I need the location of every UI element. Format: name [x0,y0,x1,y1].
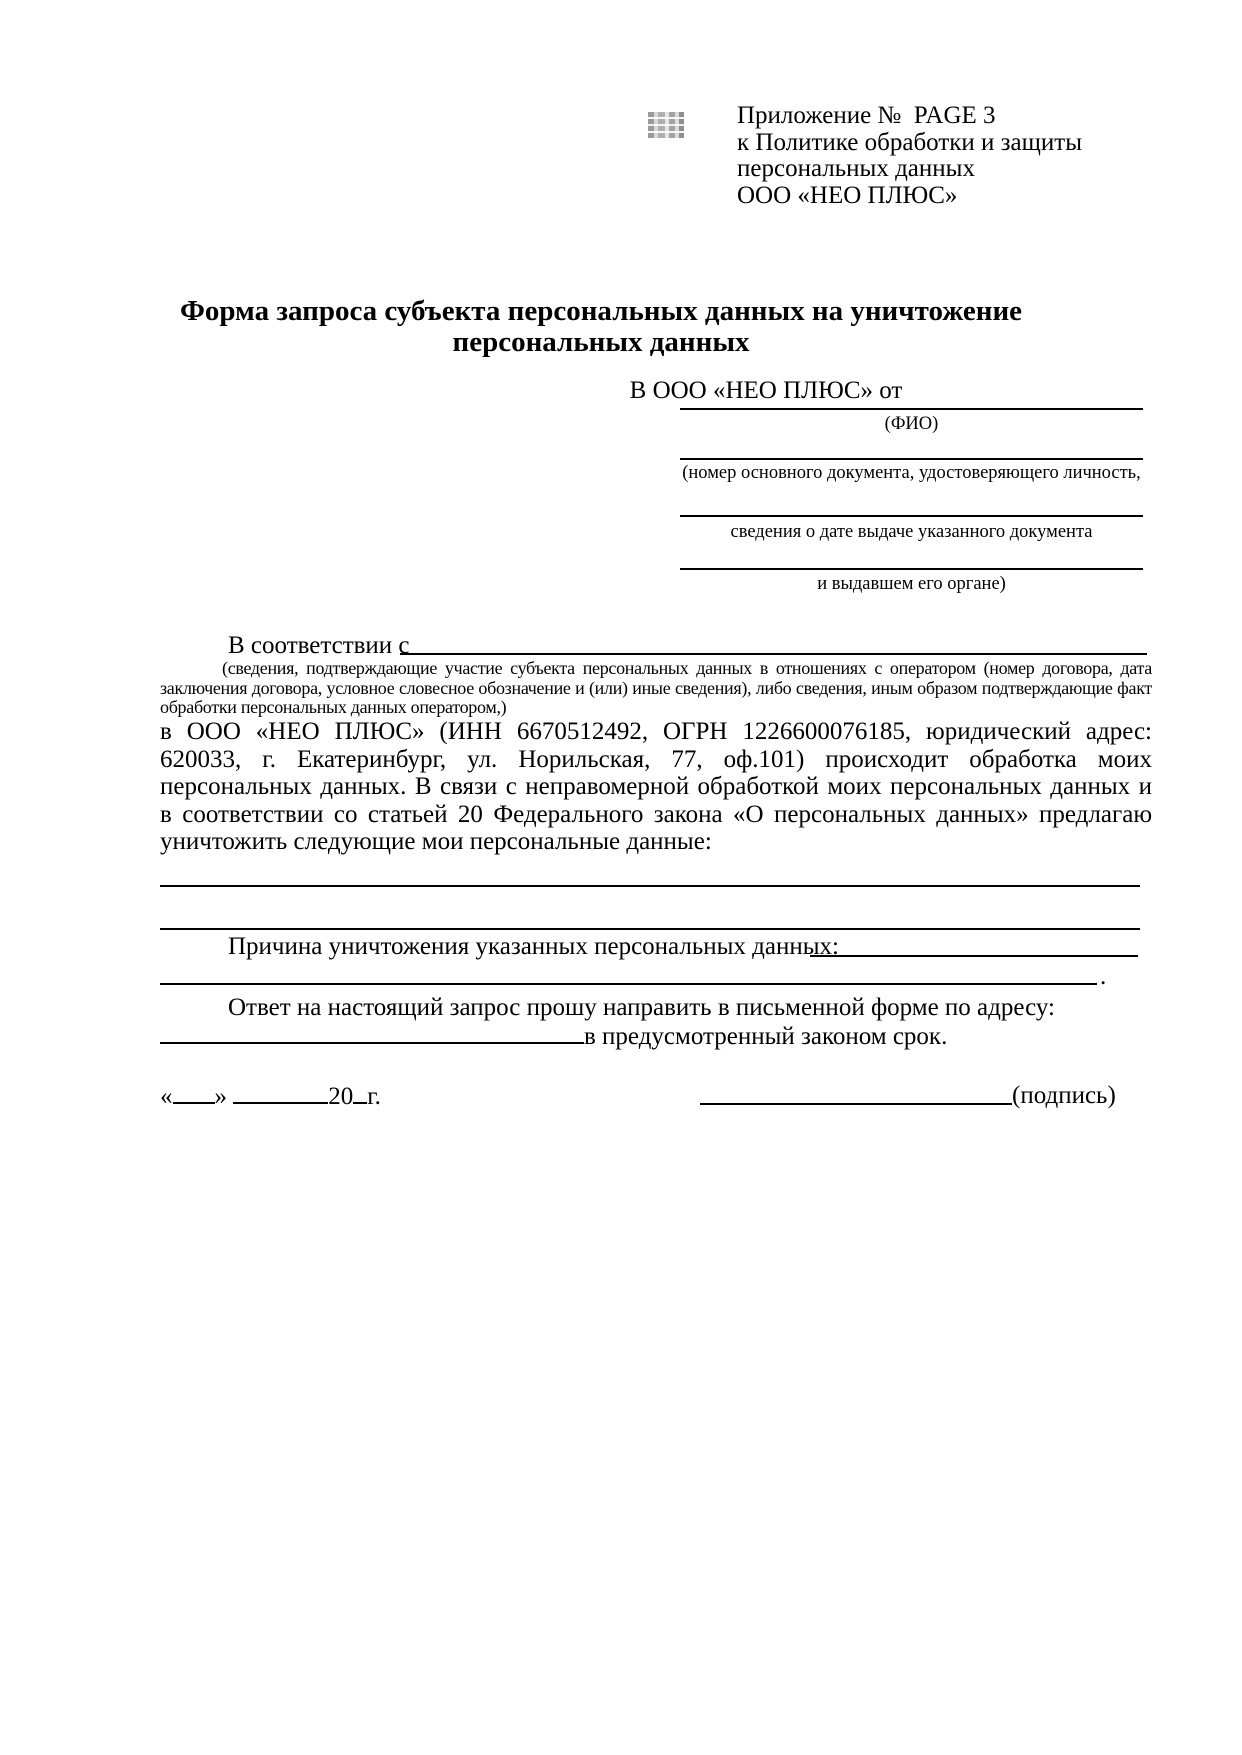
note-line-1: (сведения, подтверждающие участие субъекта персональных данных в отношениях с оператором (номер договора, дата [222,658,1152,678]
signature-blank-line [700,1103,1012,1105]
date-close-quote: » [214,1083,227,1110]
year-suffix: г. [367,1083,381,1110]
doc-issuer-caption: и выдавшем его органе) [817,574,1006,594]
blurred-field-artifact-icon [648,112,684,138]
response-line-1: Ответ на настоящий запрос прошу направить в письменной форме по адресу: [228,994,1055,1021]
month-blank [233,1082,328,1104]
accordance-blank-line [400,653,1147,655]
address-blank-line [160,1022,584,1044]
reason-blank-line [810,955,1138,957]
accordance-lead: В соответствии с [228,632,410,659]
signature-caption: (подпись) [1012,1082,1116,1109]
date-line [160,1082,381,1111]
body-line-2: 620033, г. Екатеринбург, ул. Норильская, 77, оф.101) происходит обработка моих [160,745,1152,773]
appendix-line-4: ООО «НЕО ПЛЮС» [737,181,958,209]
day-blank [173,1082,215,1104]
body-line-4: в соответствии со статьей 20 Федерального закона «О персональных данных» предлагаю [160,800,1152,828]
explanatory-note [160,659,1152,718]
response-line-2 [160,1022,947,1051]
form-title [160,296,1042,358]
body-line-5: уничтожить следующие мои персональные данные: [160,828,712,856]
body-line-1: в ООО «НЕО ПЛЮС» (ИНН 6670512492, ОГРН 1226600076185, юридический адрес: [160,718,1152,745]
fio-caption: (ФИО) [884,414,939,434]
form-title-line-1: Форма запроса субъекта персональных данных на уничтожение [179,295,1023,327]
note-line-3: обработки персональных данных оператором,) [160,697,507,717]
body-paragraph [160,718,1152,856]
reason-line-period: . [1100,963,1107,990]
doc-issue-date-blank-line [680,515,1143,517]
doc-number-blank-line [680,458,1143,460]
data-blank-line-2 [160,928,1140,930]
form-title-line-2: персональных данных [452,326,750,358]
appendix-line-2: к Политике обработки и защиты [737,128,1083,156]
doc-issue-date-caption: сведения о дате выдаче указанного документа [730,522,1093,542]
response-line-2-text: в предусмотренный законом срок. [584,1023,948,1050]
appendix-line-1: Приложение № PAGE 3 [737,102,996,129]
note-line-2: заключения договора, условное словесное обозначение и (или) иные сведения), либо сведения, иным образом подтверждающие факт [160,677,1152,698]
doc-number-caption: (номер основного документа, удостоверяющего личность, [682,463,1141,483]
year-prefix: 20 [328,1083,354,1110]
year-blank [353,1082,367,1104]
appendix-header [737,103,1082,209]
doc-issuer-blank-line [680,568,1143,570]
fio-blank-line [680,408,1143,410]
reason-blank-line-2 [160,983,1097,985]
date-open-quote: « [160,1083,173,1110]
addressee-line: В ООО «НЕО ПЛЮС» от [629,377,903,404]
appendix-line-3: персональных данных [737,155,975,182]
data-blank-line-1 [160,885,1140,887]
reason-label: Причина уничтожения указанных персональных данных: [228,933,839,960]
body-line-3: персональных данных. В связи с неправомерной обработкой моих персональных данных и [160,773,1152,801]
